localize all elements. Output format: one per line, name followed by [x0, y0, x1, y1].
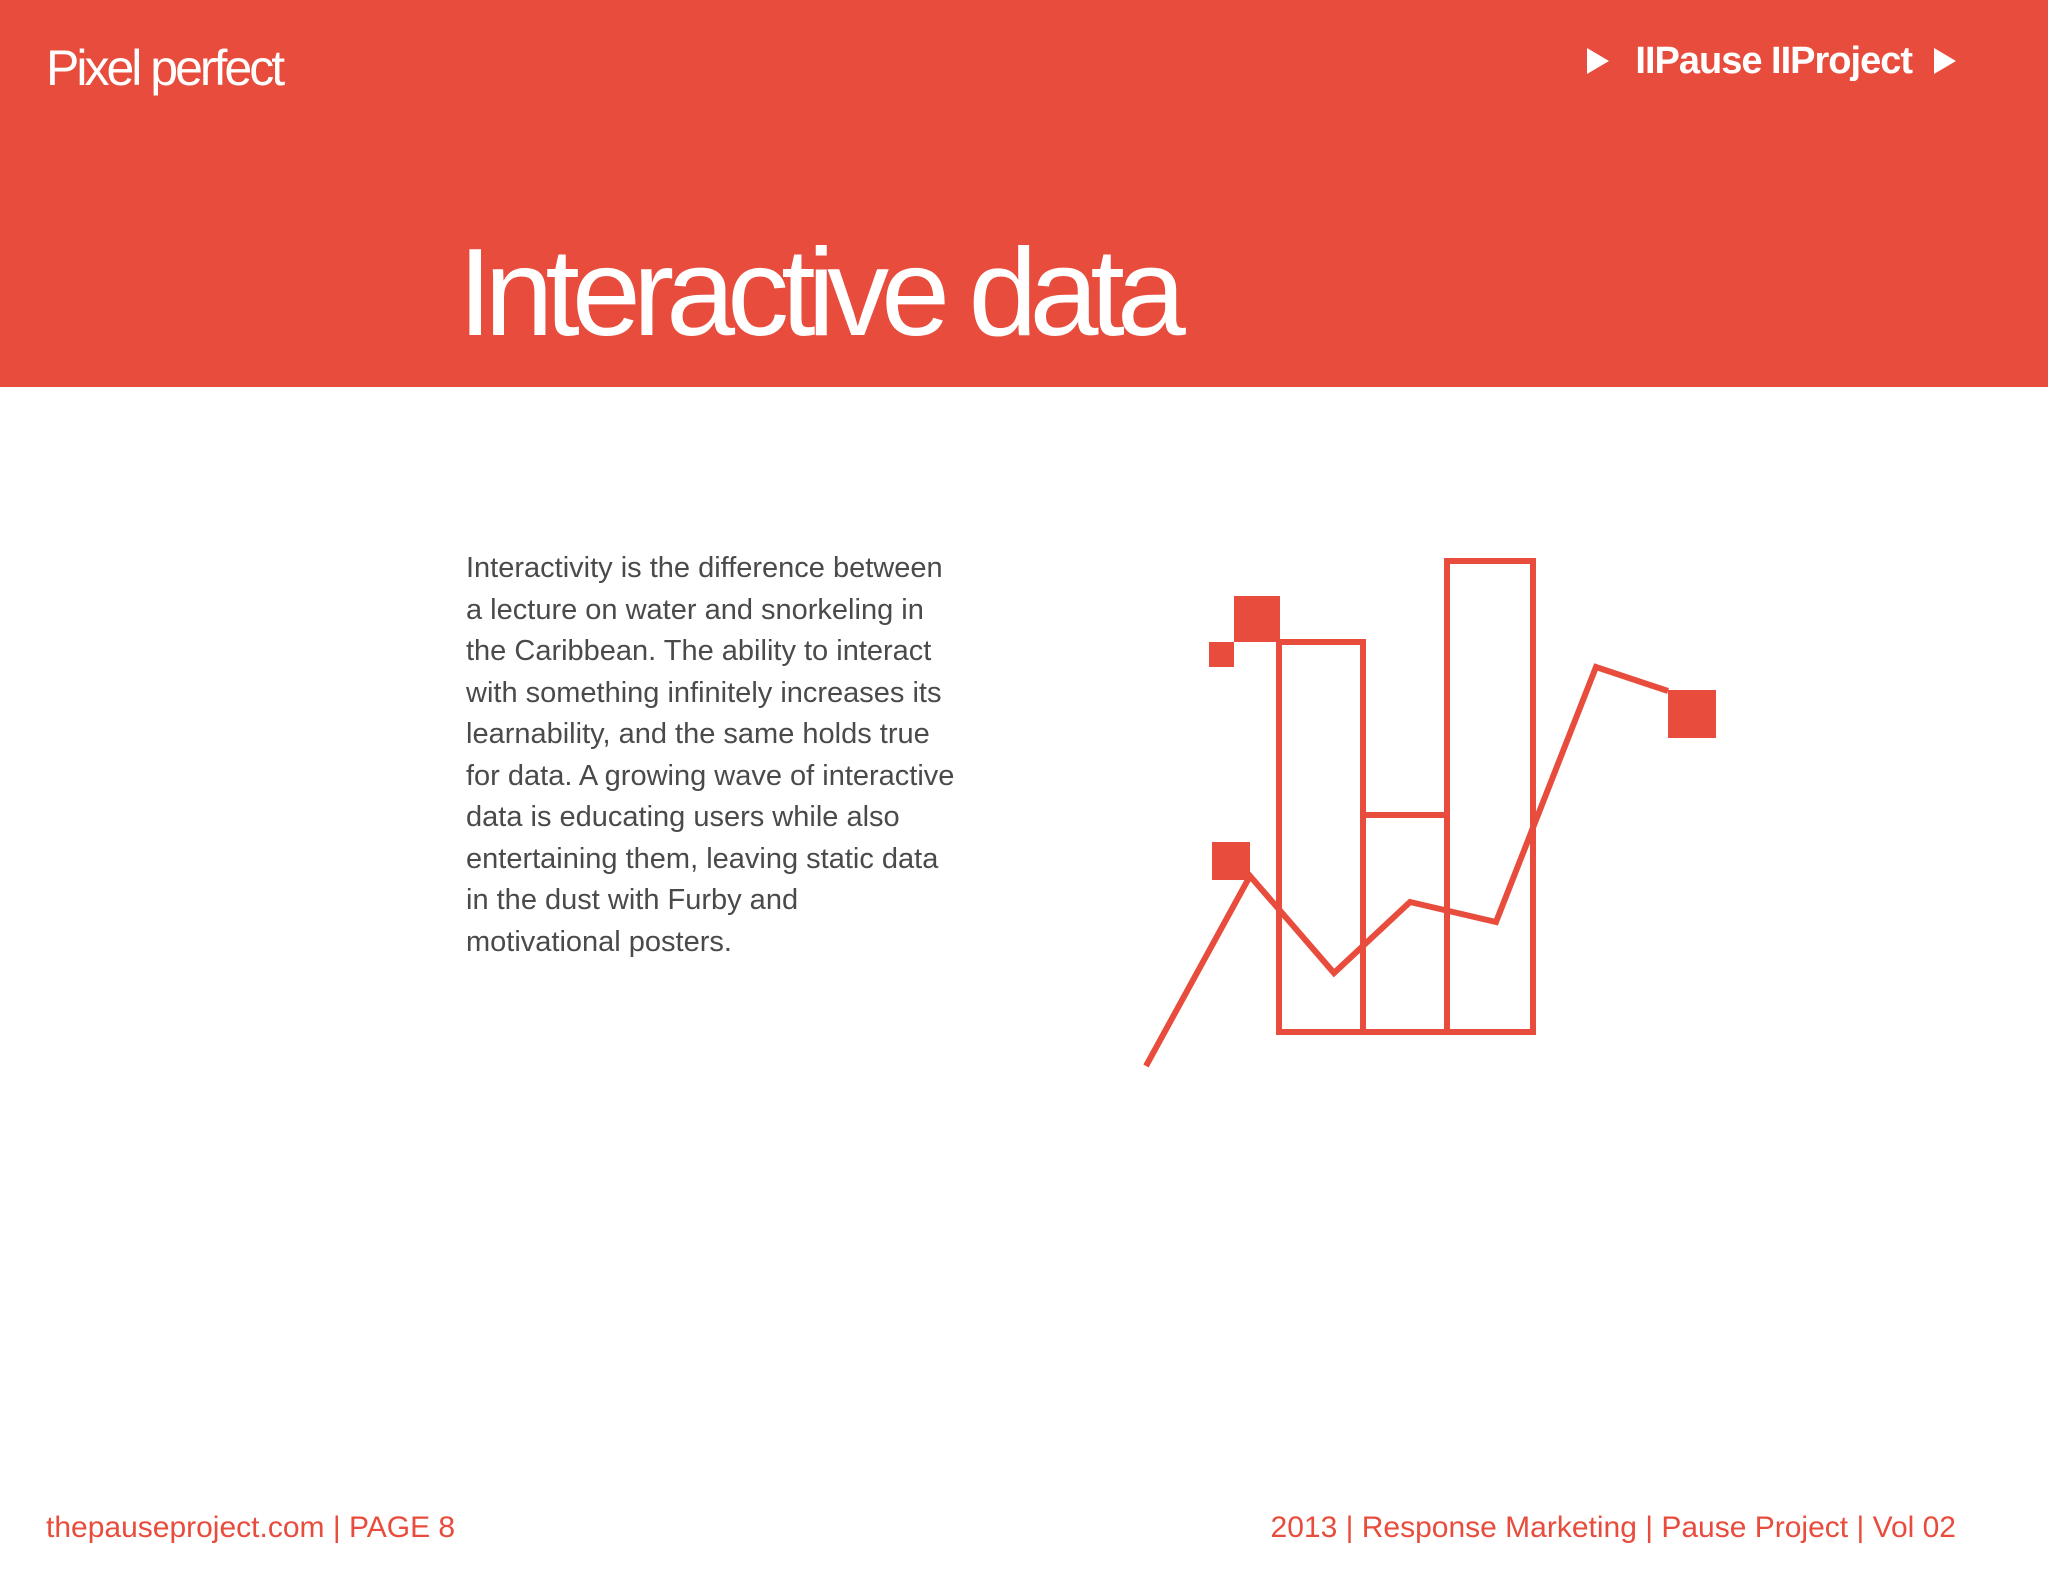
- section-label: Pixel perfect: [46, 40, 283, 96]
- brand-logo: [1587, 36, 1956, 86]
- decorative-chart-illustration: [1100, 540, 1760, 1080]
- play-arrow-icon: [1934, 48, 1956, 74]
- illustration-bar-2: [1363, 815, 1447, 1032]
- play-arrow-icon: [1587, 48, 1609, 74]
- page-title: Interactive data: [458, 224, 1178, 362]
- header-banner: [0, 0, 2048, 387]
- footer-publication-info: 2013 | Response Marketing | Pause Project | Vol 02: [1270, 1511, 1956, 1544]
- illustration-bar-1: [1279, 642, 1363, 1032]
- body-paragraph: Interactivity is the difference between a lecture on water and snorkeling in the Caribbean. The ability to interact with something infinitely increases its learnability, and the same holds true for data. A growing wave of interactive data is educating users while also entertaining them, leaving static data in the dust with Furby and motivational posters.: [466, 552, 955, 958]
- illustration-bar-3: [1447, 561, 1533, 1032]
- brand-name: IIPause IIProject: [1635, 40, 1912, 82]
- illustration-square-marker: [1209, 642, 1234, 667]
- illustration-square-marker: [1668, 690, 1716, 738]
- footer-site-page: thepauseproject.com | PAGE 8: [46, 1511, 456, 1544]
- illustration-square-marker: [1212, 842, 1250, 880]
- illustration-square-marker: [1234, 596, 1280, 642]
